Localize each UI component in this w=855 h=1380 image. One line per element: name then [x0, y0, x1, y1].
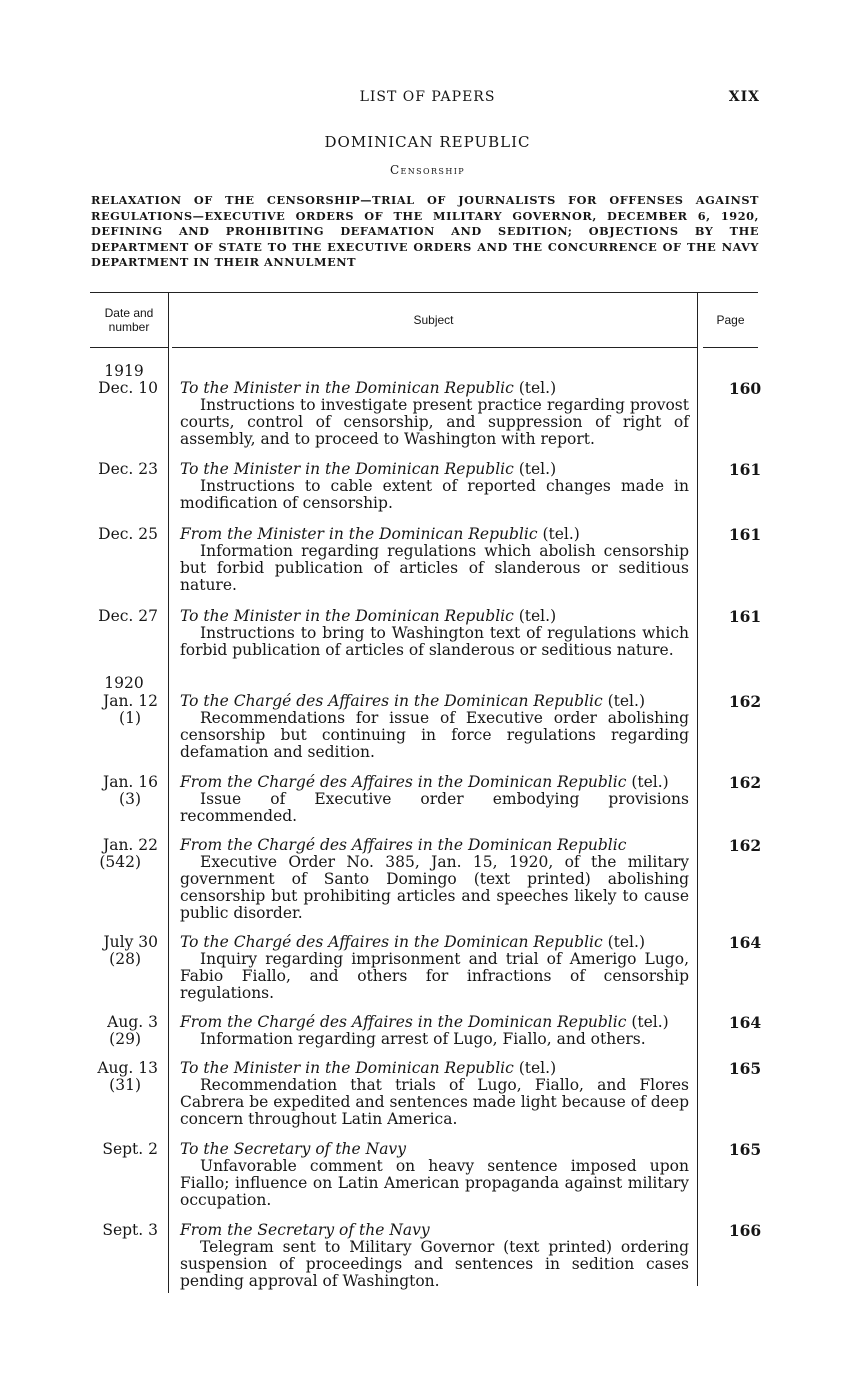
entry-addressee: To the Secretary of the Navy [180, 1140, 406, 1158]
section-subheading: Censorship [389, 163, 466, 177]
entry-subject [180, 1141, 689, 1209]
entry-addressee: From the Chargé des Affaires in the Dominican Republic [180, 836, 627, 854]
entry-subject [180, 1222, 689, 1290]
running-header [0, 89, 855, 109]
entry-description: Telegram sent to Military Governor (text printed) ordering suspension of proceedings and sentences in sedition cases pending approval of Washington. [180, 1238, 689, 1290]
entry-tel: (tel.) [518, 379, 557, 397]
table-header-rule [90, 347, 168, 348]
entry-description: Information regarding regulations which abolish censorship but forbid publication of articles of slanderous or seditious nature. [180, 542, 689, 594]
entry-description: Information regarding arrest of Lugo, Fiallo, and others. [200, 1030, 646, 1048]
entry-subject [180, 380, 689, 448]
column-header-subject: Subject [413, 313, 454, 327]
entry-date: Sept. 2 [102, 1140, 158, 1158]
entry-tel: (tel.) [518, 1059, 557, 1077]
entry-tel: (tel.) [542, 525, 580, 543]
column-header-date: Date and number [104, 306, 154, 334]
entry-addressee: From the Chargé des Affaires in the Dominican Republic [180, 773, 627, 791]
entry-page: 161 [728, 525, 762, 544]
entry-description: Executive Order No. 385, Jan. 15, 1920, of the military government of Santo Domingo (text printed) abolishing censorship but prohibiting articles and speeches likely to cause public disorder. [180, 853, 689, 922]
entry-description: Issue of Executive order embodying provisions recommended. [180, 790, 689, 825]
entry-date: Sept. 3 [102, 1221, 158, 1239]
entry-page: 161 [728, 460, 762, 479]
entry-addressee: To the Minister in the Dominican Republic [180, 379, 514, 397]
entry-addressee: To the Chargé des Affaires in the Dominican Republic [180, 933, 603, 951]
entry-date: Jan. 12 (1) [102, 692, 158, 727]
entry-page: 166 [728, 1221, 762, 1240]
entry-date: Jan. 16 (3) [102, 773, 158, 808]
entry-date: Jan. 22 (542) [99, 836, 158, 871]
entry-addressee: To the Chargé des Affaires in the Dominican Republic [180, 692, 603, 710]
entry-date: Dec. 25 [98, 525, 158, 543]
year-label: 1919 [104, 362, 144, 380]
section-summary: RELAXATION OF THE CENSORSHIP—TRIAL OF JOURNALISTS FOR OFFENSES AGAINST REGULATIONS—EXECUTIVE ORDERS OF THE MILITARY GOVERNOR, DECEMBER 6, 1920, DEFINING AND PROHIBITING DEFAMATION AND SEDITION; OBJECTIONS BY THE DEPARTMENT OF STATE TO THE EXECUTIVE ORDERS AND THE CONCURRENCE OF THE NAVY DEPARTMENT IN THEIR ANNULMENT [91, 193, 759, 269]
table-top-rule [90, 292, 758, 293]
page-number: XIX [728, 89, 760, 105]
entry-tel: (tel.) [518, 607, 557, 625]
entry-subject [180, 1014, 689, 1048]
entry-description: Unfavorable comment on heavy sentence imposed upon Fiallo; influence on Latin American propaganda against military occupation. [180, 1157, 689, 1209]
entry-addressee: To the Minister in the Dominican Republic [180, 607, 514, 625]
section-heading: DOMINICAN REPUBLIC [324, 133, 531, 151]
entry-date: Dec. 27 [98, 607, 158, 625]
entry-page: 162 [728, 773, 762, 792]
entry-addressee: From the Chargé des Affaires in the Dominican Republic [180, 1013, 627, 1031]
entry-addressee: From the Minister in the Dominican Republic [180, 525, 538, 543]
entry-page: 165 [728, 1140, 762, 1159]
entry-description: Inquiry regarding imprisonment and trial of Amerigo Lugo, Fabio Fiallo, and others for infractions of censorship regulations. [180, 950, 689, 1002]
entry-subject [180, 608, 689, 659]
entry-date: Dec. 10 [98, 379, 158, 397]
entry-subject [180, 526, 689, 594]
entry-page: 162 [728, 836, 762, 855]
entry-addressee: To the Minister in the Dominican Republic [180, 1059, 514, 1077]
entry-date: July 30 (28) [103, 933, 158, 968]
entry-tel: (tel.) [518, 460, 557, 478]
entry-description: Instructions to investigate present practice regarding provost courts, control of censorship, and suppression of right of assembly, and to proceed to Washington with report. [180, 396, 689, 448]
column-divider-left [168, 293, 169, 1293]
entry-page: 164 [728, 933, 762, 952]
entry-subject [180, 774, 689, 825]
entry-subject [180, 1060, 689, 1128]
entry-description: Recommendation that trials of Lugo, Fiallo, and Flores Cabrera be expedited and sentences made light because of deep concern throughout Latin America. [180, 1076, 689, 1128]
entry-date: Aug. 3 (29) [107, 1013, 158, 1048]
entry-subject [180, 693, 689, 761]
entry-subject [180, 461, 689, 512]
table-header-rule [703, 347, 758, 348]
column-divider-right [697, 293, 698, 1286]
entry-page: 164 [728, 1013, 762, 1032]
entry-tel: (tel.) [631, 1013, 669, 1031]
year-label: 1920 [104, 674, 144, 692]
entry-addressee: To the Minister in the Dominican Republic [180, 460, 514, 478]
entry-page: 165 [728, 1059, 762, 1078]
entry-page: 161 [728, 607, 762, 626]
entry-page: 160 [728, 379, 762, 398]
entry-tel: (tel.) [631, 773, 669, 791]
entry-tel: (tel.) [607, 933, 645, 951]
entry-subject [180, 837, 689, 922]
entry-addressee: From the Secretary of the Navy [180, 1221, 430, 1239]
entry-description: Instructions to bring to Washington text of regulations which forbid publication of articles of slanderous or seditious nature. [180, 624, 689, 659]
entry-description: Instructions to cable extent of reported changes made in modification of censorship. [180, 477, 689, 512]
entry-date: Aug. 13 (31) [97, 1059, 158, 1094]
entry-date: Dec. 23 [98, 460, 158, 478]
running-title: LIST OF PAPERS [359, 89, 496, 105]
entry-subject [180, 934, 689, 1002]
entry-tel: (tel.) [607, 692, 645, 710]
entry-description: Recommendations for issue of Executive order abolishing censorship but continuing in force regulations regarding defamation and sedition. [180, 709, 689, 761]
column-header-page: Page [716, 313, 745, 327]
table-header-rule [172, 347, 697, 348]
entry-page: 162 [728, 692, 762, 711]
